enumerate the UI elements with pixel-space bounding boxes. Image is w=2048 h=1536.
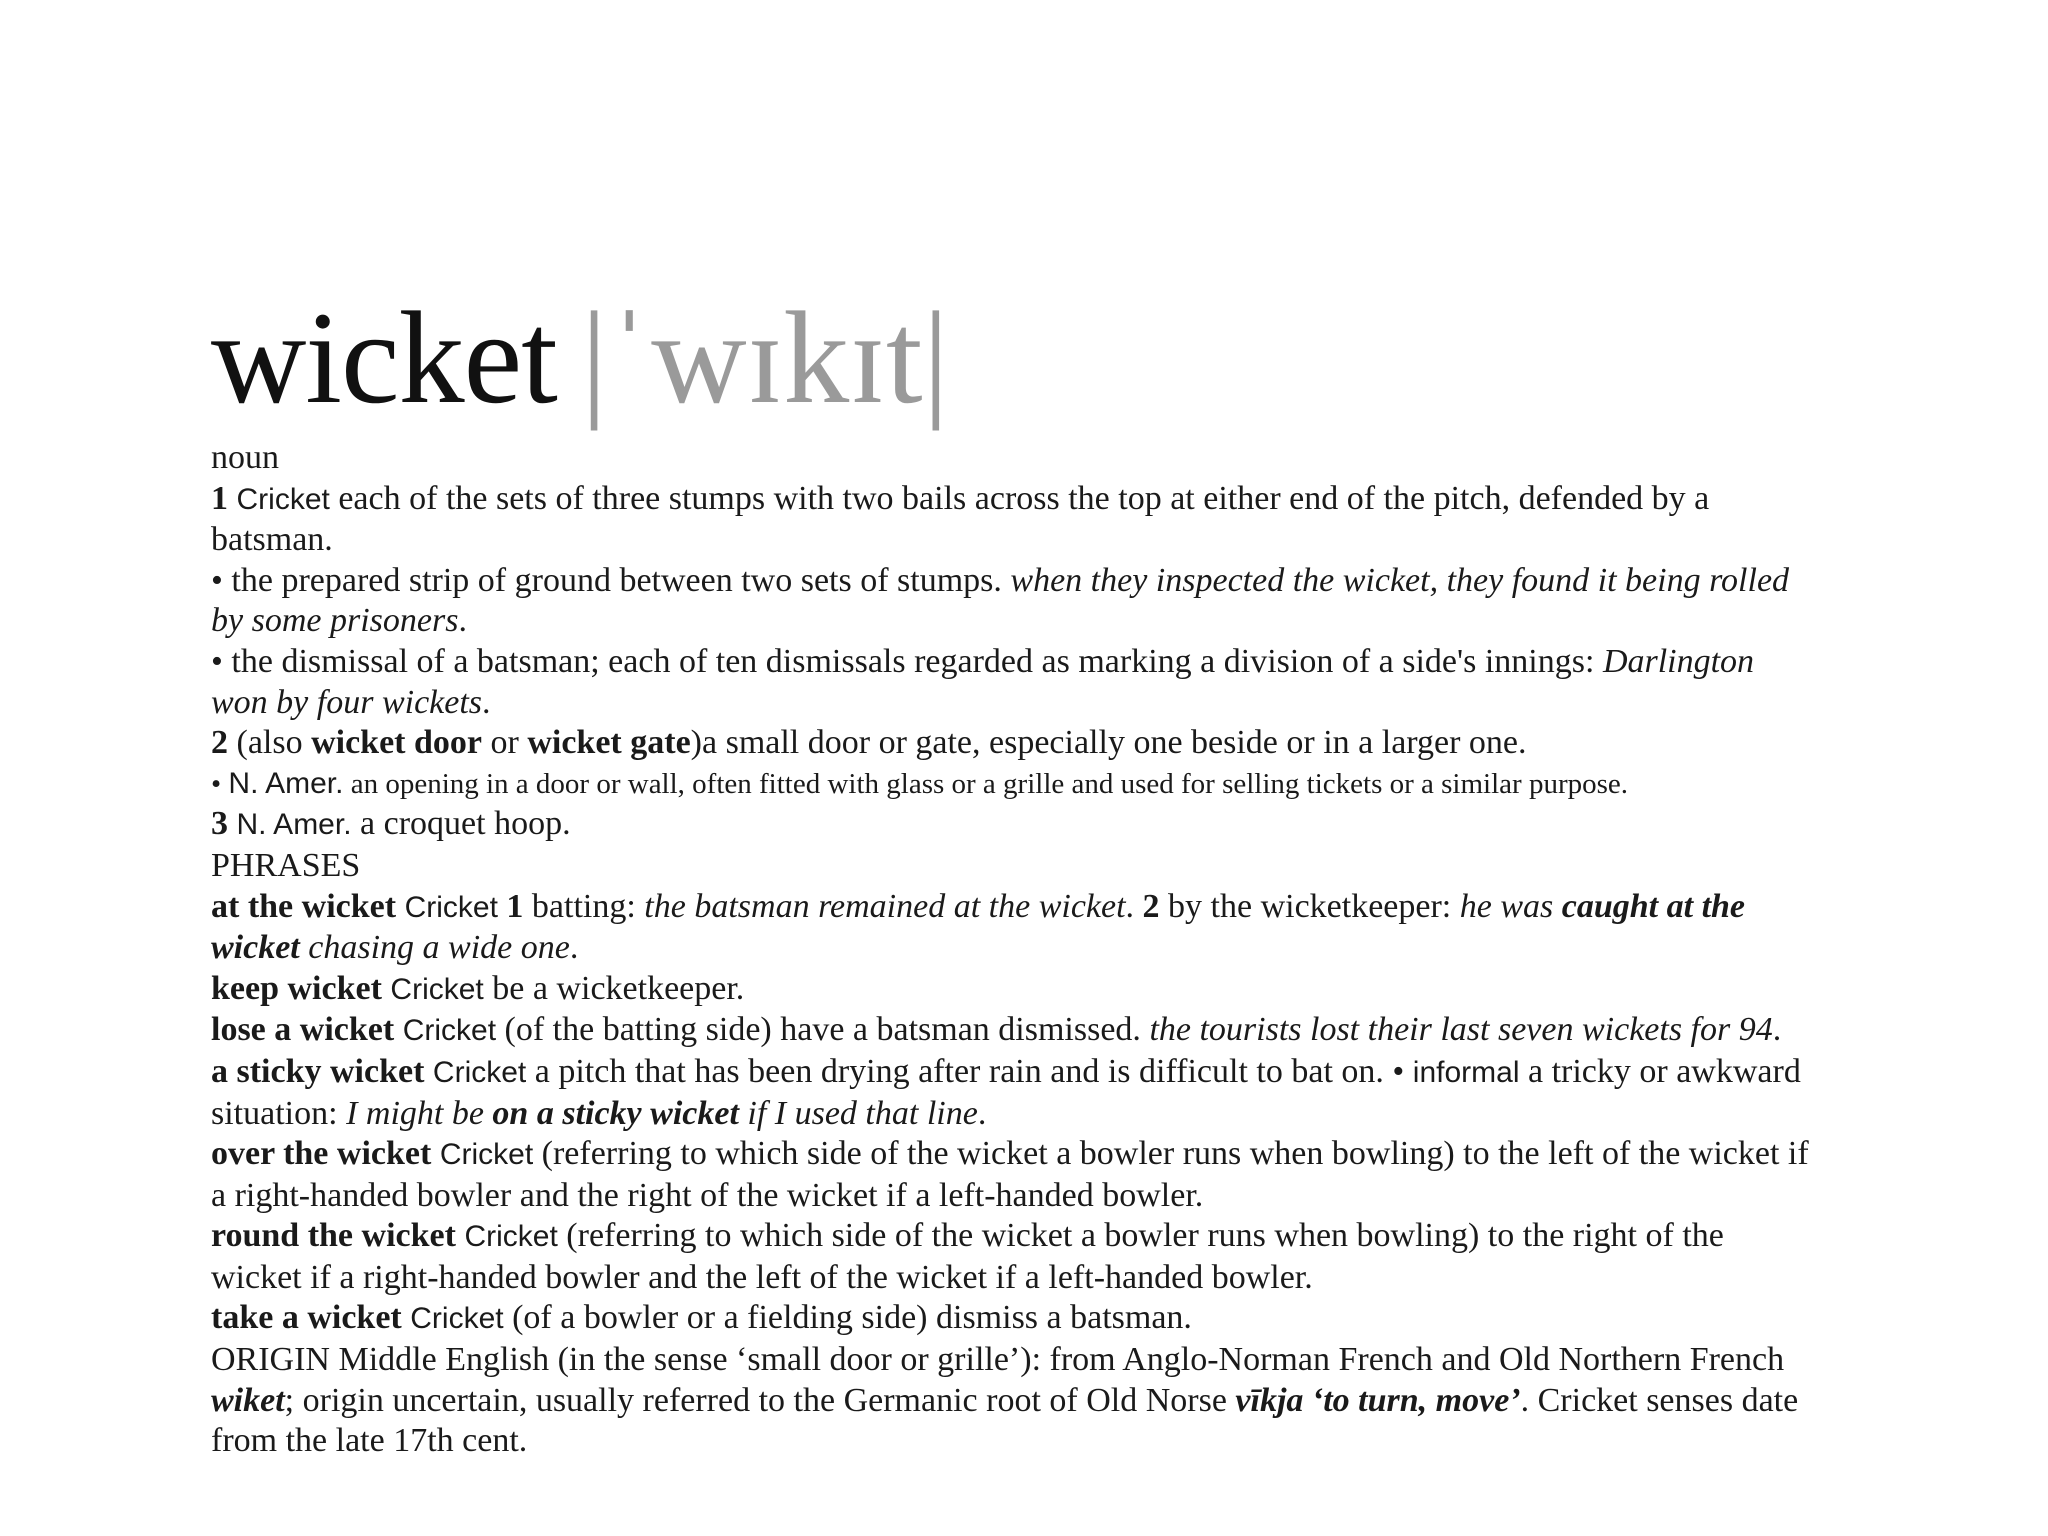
subject-label: Cricket (410, 1302, 504, 1336)
example: the tourists lost their last seven wickets for 94 (1149, 1011, 1773, 1049)
etymon: vīkja ‘to turn, move’ (1235, 1381, 1521, 1419)
phrase-term: a sticky wicket (211, 1052, 425, 1090)
phrase-term: take a wicket (211, 1299, 402, 1337)
pronunciation: |ˈwɪkɪt| (580, 284, 950, 431)
definition: each of the sets of three stumps with two bails across the top at either end of the pitch, defended by a batsman. (211, 479, 1710, 559)
subject-label: Cricket (404, 890, 498, 924)
region-label: N. Amer. (228, 766, 344, 800)
origin-text: . Cricket senses date from the late 17th cent. (211, 1381, 1799, 1460)
sense-number: 2 (211, 724, 228, 762)
definition: by the wicketkeeper: (1159, 887, 1460, 925)
phrase-at-the-wicket: at the wicket Cricket 1 batting: the batsman remained at the wicket. 2 by the wicketkeeper: he was caught at the wicket chasing a wide one. (211, 887, 1746, 967)
phrase-term: over the wicket (211, 1135, 432, 1173)
entry-body (211, 438, 1811, 1462)
sense-2 (211, 723, 1811, 764)
phrase-term: keep wicket (211, 969, 382, 1007)
phrases-heading: PHRASES (211, 846, 361, 884)
phrase-round-the-wicket (211, 1216, 1811, 1298)
example-text: I might be (346, 1094, 493, 1132)
example-bold: on a sticky wicket (492, 1094, 739, 1132)
text: (also (228, 724, 312, 762)
region-label: N. Amer. (236, 808, 352, 842)
phrase-term: round the wicket (211, 1217, 456, 1255)
phrase-take-a-wicket (211, 1298, 1811, 1340)
example: the batsman remained at the wicket (644, 887, 1126, 925)
definition: (of a bowler or a fielding side) dismiss a batsman. (503, 1299, 1192, 1337)
subject-label: Cricket (432, 1055, 527, 1089)
subject-label: Cricket (402, 1014, 497, 1048)
part-of-speech: noun (211, 439, 279, 476)
variant-term: wicket door (311, 724, 483, 762)
definition: (referring to which side of the wicket a bowler runs when bowling) to the right of the wicket if a right-handed bowler and the left of the wicket if a left-handed bowler. (211, 1217, 1724, 1296)
definition: )a small door or gate, especially one beside or in a larger one. (690, 724, 1527, 762)
bullet: • (211, 767, 229, 800)
register-label: informal (1412, 1055, 1520, 1089)
subject-label: Cricket (236, 482, 330, 516)
phrase-term: lose a wicket (211, 1011, 395, 1049)
text: or (482, 724, 528, 762)
example: Darlington won by four wickets (211, 642, 1755, 721)
sense-number: 1 (211, 479, 228, 517)
origin (211, 1340, 1811, 1462)
origin-text: ; origin uncertain, usually referred to the Germanic root of Old Norse (284, 1381, 1236, 1419)
sense-1 (211, 479, 1811, 561)
headword-line (211, 278, 1811, 438)
example-text: he was (1459, 887, 1562, 925)
sense-3 (211, 804, 1811, 846)
definition: batting: (523, 887, 645, 925)
example: when they inspected the wicket, they found it being rolled by some prisoners (211, 561, 1790, 640)
example-text: if I used that line (738, 1094, 978, 1132)
definition: a croquet hoop. (351, 805, 571, 843)
sense-2-sub (211, 764, 1811, 805)
definition: an opening in a door or wall, often fitted with glass or a grille and used for selling tickets or a similar purpose. (343, 767, 1629, 800)
example (346, 1095, 978, 1132)
subject-label: Cricket (439, 1138, 534, 1172)
definition: (referring to which side of the wicket a bowler runs when bowling) to the left of the wicket if a right-handed bowler and the right of the wicket if a left-handed bowler. (211, 1135, 1809, 1214)
variant-term: wicket gate (527, 724, 691, 762)
sense-number: 1 (506, 887, 524, 925)
origin-text: ORIGIN Middle English (in the sense ‘small door or grille’): from Anglo-Norman French and Old Northern French (211, 1341, 1785, 1379)
definition: (of the batting side) have a batsman dismissed. (496, 1011, 1150, 1049)
definition: • the prepared strip of ground between two sets of stumps. (211, 561, 1011, 599)
sense-number: 3 (211, 805, 228, 843)
etymon: wiket (211, 1381, 285, 1419)
definition: • the dismissal of a batsman; each of ten dismissals regarded as marking a division of a side's innings: (211, 642, 1603, 680)
dictionary-entry (211, 278, 1811, 1462)
phrase-term: at the wicket (211, 887, 397, 925)
phrase-over-the-wicket (211, 1134, 1811, 1216)
example-bold: caught at the wicket (211, 887, 1746, 967)
sense-number: 2 (1142, 887, 1160, 925)
phrase-sticky-wicket: a sticky wicket Cricket a pitch that has been drying after rain and is difficult to bat on. • informal a tricky or awkward situation: I might be on a sticky wicket if I used that line. (211, 1052, 1801, 1132)
headword: wicket (211, 284, 557, 431)
sense-1-sub-2: • the dismissal of a batsman; each of ten dismissals regarded as marking a division of a side's innings: Darlington won by four wickets. (211, 642, 1755, 721)
subject-label: Cricket (390, 972, 484, 1006)
example-text: chasing a wide one (299, 929, 570, 967)
definition: be a wicketkeeper. (483, 969, 745, 1007)
phrase-lose-a-wicket: lose a wicket Cricket (of the batting side) have a batsman dismissed. the tourists lost their last seven wickets for 94. (211, 1011, 1782, 1049)
sense-1-sub-1: • the prepared strip of ground between two sets of stumps. when they inspected the wicket, they found it being rolled by some prisoners. (211, 561, 1790, 640)
definition: a tricky or awkward situation: (211, 1052, 1801, 1132)
subject-label: Cricket (464, 1220, 558, 1254)
definition: a pitch that has been drying after rain and is difficult to bat on. • (526, 1052, 1413, 1090)
phrase-keep-wicket (211, 969, 1811, 1011)
